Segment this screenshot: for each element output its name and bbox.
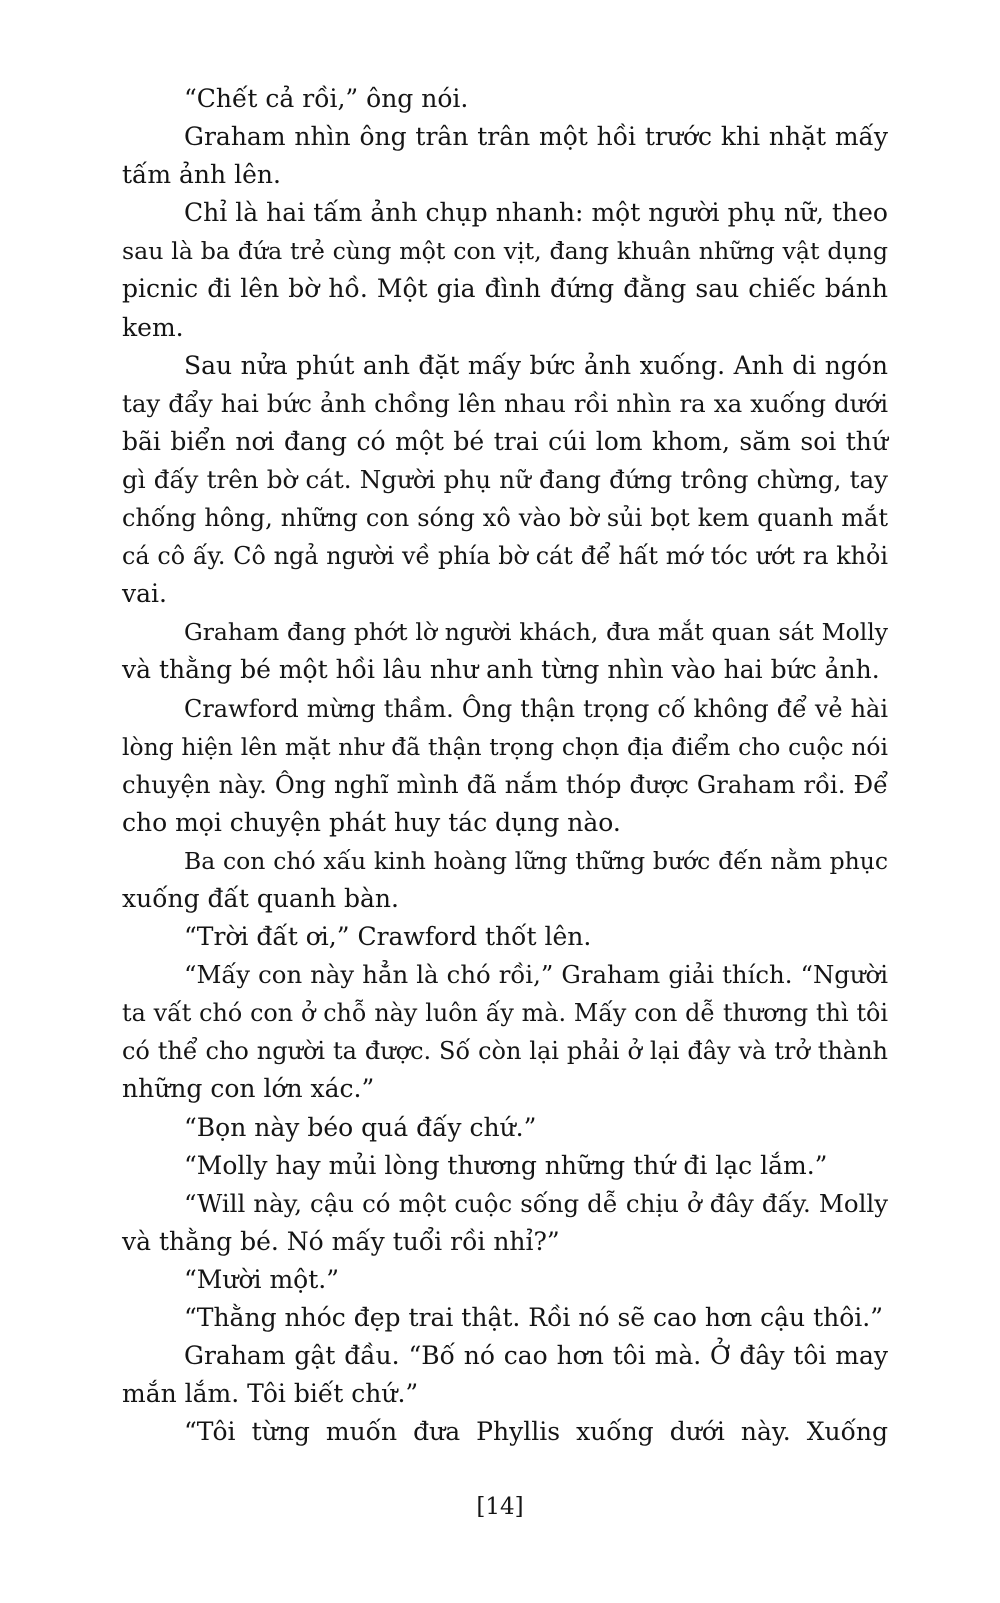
text-line: chuyện này. Ông nghĩ mình đã nắm thóp được Graham rồi. Để xyxy=(122,769,888,799)
text-line: Graham gật đầu. “Bố nó cao hơn tôi mà. Ở đây tôi may xyxy=(184,1341,888,1371)
text-line: xuống đất quanh bàn. xyxy=(122,883,399,913)
text-line: picnic đi lên bờ hồ. Một gia đình đứng đằng sau chiếc bánh xyxy=(122,274,888,304)
body-text xyxy=(122,80,888,1451)
text-line: “Bọn này béo quá đấy chứ.” xyxy=(184,1112,537,1142)
page-number: [14] xyxy=(476,1494,524,1520)
text-line: lòng hiện lên mặt như đã thận trọng chọn địa điểm cho cuộc nói xyxy=(122,732,888,761)
text-line: “Trời đất ơi,” Crawford thốt lên. xyxy=(184,922,592,952)
text-line: “Mấy con này hẳn là chó rồi,” Graham giải thích. “Người xyxy=(184,960,888,990)
text-line: “Chết cả rồi,” ông nói. xyxy=(184,84,469,113)
text-line: sau là ba đứa trẻ cùng một con vịt, đang khuân những vật dụng xyxy=(122,237,888,266)
text-line: mắn lắm. Tôi biết chứ.” xyxy=(122,1379,419,1409)
text-line: những con lớn xác.” xyxy=(122,1074,375,1104)
text-line: Graham nhìn ông trân trân một hồi trước khi nhặt mấy xyxy=(184,122,888,152)
text-line: và thằng bé. Nó mấy tuổi rồi nhỉ?” xyxy=(122,1226,560,1256)
text-line: cho mọi chuyện phát huy tác dụng nào. xyxy=(122,807,621,837)
text-line: cá cô ấy. Cô ngả người về phía bờ cát để hất mớ tóc ướt ra khỏi xyxy=(122,542,888,571)
text-line: có thể cho người ta được. Số còn lại phải ở lại đây và trở thành xyxy=(122,1037,888,1066)
text-line: tấm ảnh lên. xyxy=(122,160,281,190)
text-line: và thằng bé một hồi lâu như anh từng nhìn vào hai bức ảnh. xyxy=(122,655,880,685)
text-line: Sau nửa phút anh đặt mấy bức ảnh xuống. Anh di ngón xyxy=(184,350,888,380)
text-line: tay đẩy hai bức ảnh chồng lên nhau rồi nhìn ra xa xuống dưới xyxy=(122,388,888,418)
text-line: “Thằng nhóc đẹp trai thật. Rồi nó sẽ cao hơn cậu thôi.” xyxy=(184,1303,884,1332)
text-line: bãi biển nơi đang có một bé trai cúi lom khom, săm soi thứ xyxy=(122,426,888,456)
text-line: Chỉ là hai tấm ảnh chụp nhanh: một người phụ nữ, theo xyxy=(184,198,888,228)
text-line: Graham đang phớt lờ người khách, đưa mắt quan sát Molly xyxy=(184,618,888,647)
text-line: Crawford mừng thầm. Ông thận trọng cố không để vẻ hài xyxy=(184,694,888,723)
text-line: “Molly hay mủi lòng thương những thứ đi lạc lắm.” xyxy=(184,1150,828,1180)
text-line: ta vất chó con ở chỗ này luôn ấy mà. Mấy con dễ thương thì tôi xyxy=(122,999,888,1028)
text-line: vai. xyxy=(122,579,167,609)
text-line: Ba con chó xấu kinh hoàng lững thững bước đến nằm phục xyxy=(184,846,888,875)
text-line: “Tôi từng muốn đưa Phyllis xuống dưới này. Xuống xyxy=(184,1417,888,1447)
text-line: “Will này, cậu có một cuộc sống dễ chịu ở đây đấy. Molly xyxy=(184,1188,888,1218)
text-line: gì đấy trên bờ cát. Người phụ nữ đang đứng trông chừng, tay xyxy=(122,464,888,494)
text-line: “Mười một.” xyxy=(184,1264,340,1294)
text-line: kem. xyxy=(122,312,184,342)
text-line: chống hông, những con sóng xô vào bờ sủi bọt kem quanh mắt xyxy=(122,504,888,533)
